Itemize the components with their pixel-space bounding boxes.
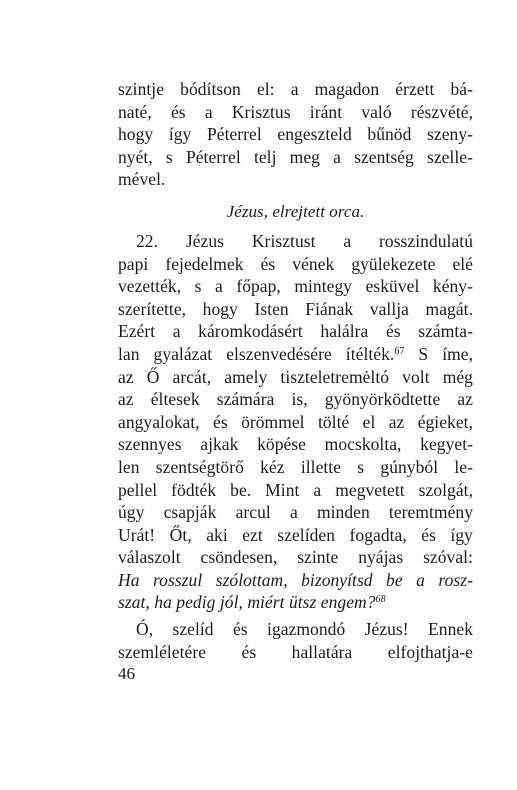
text-line: Ó, szelíd és igazmondó Jézus! Ennek (136, 619, 473, 640)
text-segment: lan gyalázat elszenvedésére ítélték. (118, 343, 395, 364)
text-line: szemléletére és hallatára elfojthatja-e (118, 641, 473, 662)
paragraph-1 (118, 78, 473, 191)
text-line: nyét, s Péterrel telj meg a szentség szelle- (118, 146, 473, 167)
text-line: szennyes ajkak köpése mocskolta, kegyet- (118, 434, 473, 455)
footnote-ref-67: 67 (394, 345, 405, 357)
paragraph-3 (118, 618, 473, 663)
text-line: Ezért a káromkodásért halálra és számta- (118, 321, 473, 342)
text-line: pellel födték be. Mint a megvetett szolgát, (118, 479, 473, 500)
footnote-ref-68: 68 (375, 594, 386, 606)
text-line: Ha rosszul szólottam, bizonyítsd be a rosz- (118, 569, 473, 590)
text-line: az Ő arcát, amely tiszteletremėltó volt még (118, 366, 473, 387)
text-line: mével. (118, 169, 166, 190)
text-line (118, 591, 473, 614)
text-line: válaszolt csöndesen, szinte nyájas szóval: (118, 547, 473, 568)
text-segment: S íme, (404, 343, 474, 364)
text-line: naté, és a Krisztus iránt való részvété, (118, 101, 473, 122)
text-line: 22. Jézus Krisztust a rosszindulatú (136, 230, 473, 251)
text-line: úgy csapják arcul a minden teremtmény (118, 502, 473, 523)
text-line (118, 343, 473, 366)
text-line: hogy így Péterrel engeszteld bűnöd szeny- (118, 124, 473, 145)
text-line: szerítette, hogy Isten Fiának vallja magát. (118, 298, 473, 319)
text-line: papi fejedelmek és vének gyülekezete elé (118, 253, 473, 274)
text-line: len szentségtörő kéz illette s gúnyból le- (118, 456, 473, 477)
text-line: vezették, s a főpap, mintegy esküvel kény- (118, 276, 473, 297)
paragraph-2 (118, 230, 473, 614)
page-number: 46 (118, 664, 135, 683)
section-heading: Jézus, elrejtett orca. (226, 201, 365, 221)
text-line: az éltesek számára is, gyönyörködtette az (118, 389, 473, 410)
text-line: Urát! Őt, aki ezt szelíden fogadta, és így (118, 524, 473, 545)
book-page-text (118, 78, 473, 663)
text-line: szintje bódítson el: a magadon érzett bá- (118, 79, 473, 99)
text-line: angyalokat, és örömmel tölté el az égieket, (118, 411, 473, 432)
text-segment: szat, ha pedig jól, miért ütsz engem? (118, 592, 376, 613)
